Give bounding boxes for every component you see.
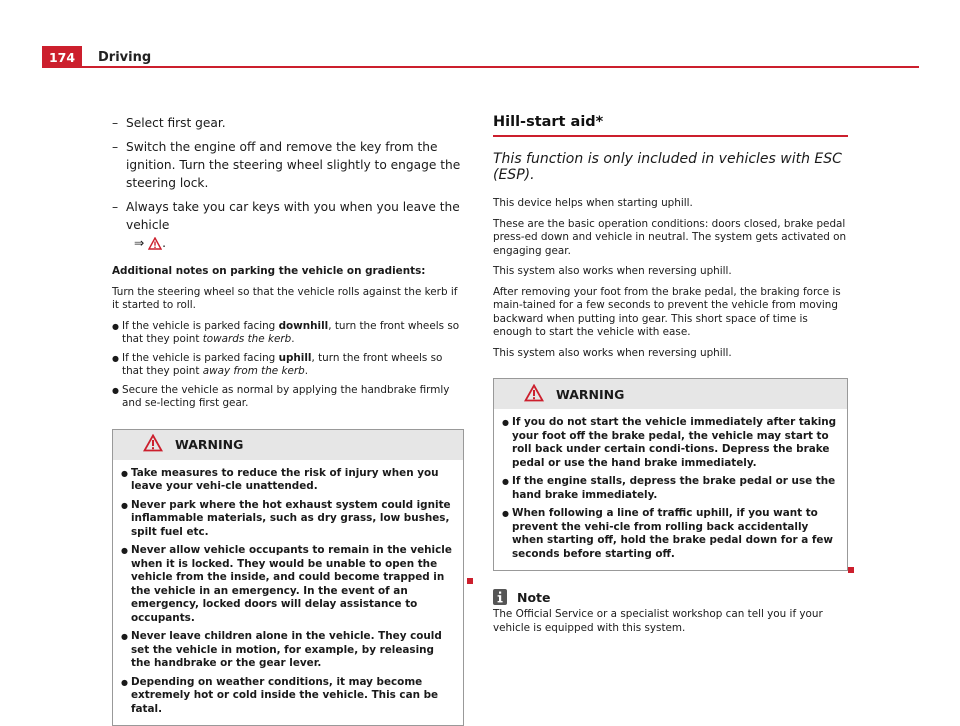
warning-body [113, 460, 463, 726]
note-info-icon [493, 589, 507, 605]
cross-reference-arrow: ⇒ [126, 236, 144, 250]
text: If the vehicle is parked facing [122, 352, 279, 364]
list-item: ● Secure the vehicle as normal by applying the handbrake firmly and se-lecting first gear. [112, 384, 464, 411]
warning-triangle-icon [524, 384, 556, 405]
warning-label: WARNING [556, 387, 624, 402]
warning-item: ● If the engine stalls, depress the brake pedal or use the hand brake immediately. [502, 475, 839, 502]
section-end-marker [848, 567, 854, 573]
warning-label: WARNING [175, 437, 243, 452]
emphasis: uphill [279, 352, 312, 364]
warning-item: ● Never park where the hot exhaust system could ignite inflammable materials, such as dry grass, low bushes, spilt fuel etc. [121, 499, 455, 540]
warning-item: ● Never allow vehicle occupants to remain in the vehicle when it is locked. They would be unable to open the vehicle from the inside, and could become trapped in the vehicle in an emergency. In the event of an emergency, locked doors will delay assistance to occupants. [121, 544, 455, 625]
note-text: The Official Service or a specialist workshop can tell you if your vehicle is equipped with this system. [493, 608, 848, 635]
paragraph: This device helps when starting uphill. [493, 197, 848, 211]
text: , turn the front wheels so that they point [122, 320, 459, 346]
step-end: . [162, 236, 166, 250]
italic-text: towards the kerb [203, 333, 292, 345]
section-title: Hill-start aid* [493, 114, 848, 137]
note-header [493, 589, 848, 605]
warning-item: ● If you do not start the vehicle immediately after taking your foot off the brake pedal, the vehicle may start to roll back under certain condi-tions. Depress the brake pedal or use the hand brake immediately. [502, 416, 839, 470]
warning-triangle-icon [148, 237, 162, 255]
text: If the vehicle is parked facing [122, 320, 279, 332]
step-item: – Switch the engine off and remove the key from the ignition. Turn the steering wheel slightly to engage the steering lock. [112, 138, 464, 192]
warning-box [493, 378, 848, 571]
paragraph: This system also works when reversing uphill. [493, 265, 848, 279]
list-item [112, 320, 464, 347]
step-text: Always take you car keys with you when you leave the vehicle [126, 200, 460, 232]
warning-triangle-icon [143, 434, 175, 455]
warning-body [494, 409, 847, 570]
header-rule [42, 66, 919, 68]
left-column [112, 114, 464, 726]
italic-text: away from the kerb [203, 365, 305, 377]
paragraph: These are the basic operation conditions: doors closed, brake pedal press-ed down and vehicle in neutral. The system gets activated on engaging gear. [493, 218, 848, 259]
chapter-title: Driving [98, 50, 151, 65]
note-label: Note [517, 590, 551, 605]
notes-heading: Additional notes on parking the vehicle on gradients: [112, 265, 464, 279]
paragraph: This system also works when reversing uphill. [493, 347, 848, 361]
warning-item: ● Depending on weather conditions, it may become extremely hot or cold inside the vehicle. This can be fatal. [121, 676, 455, 717]
right-column [493, 114, 848, 642]
emphasis: downhill [279, 320, 329, 332]
text: , turn the front wheels so that they point [122, 352, 442, 378]
warning-item: ● Never leave children alone in the vehicle. They could set the vehicle in motion, for example, by releasing the handbrake or the gear lever. [121, 630, 455, 671]
text: . [305, 365, 308, 377]
warning-header [494, 379, 847, 409]
warning-item: ● When following a line of traffic uphill, if you want to prevent the vehi-cle from rolling back accidentally when starting off, hold the brake pedal down for a few seconds before starting off. [502, 507, 839, 561]
warning-box [112, 429, 464, 726]
list-item [112, 352, 464, 379]
notes-intro: Turn the steering wheel so that the vehicle rolls against the kerb if it started to roll. [112, 286, 464, 313]
section-subtitle: This function is only included in vehicles with ESC (ESP). [493, 151, 848, 183]
paragraph: After removing your foot from the brake pedal, the braking force is main-tained for a few seconds to prevent the vehicle from moving backward when putting into gear. This short space of time is enough to start the vehicle with ease. [493, 286, 848, 340]
warning-header [113, 430, 463, 460]
section-end-marker [467, 578, 473, 584]
page-number: 174 [42, 46, 82, 68]
text: . [291, 333, 294, 345]
warning-item: ● Take measures to reduce the risk of injury when you leave your vehi-cle unattended. [121, 467, 455, 494]
step-item [112, 198, 464, 255]
step-item: – Select first gear. [112, 114, 464, 132]
